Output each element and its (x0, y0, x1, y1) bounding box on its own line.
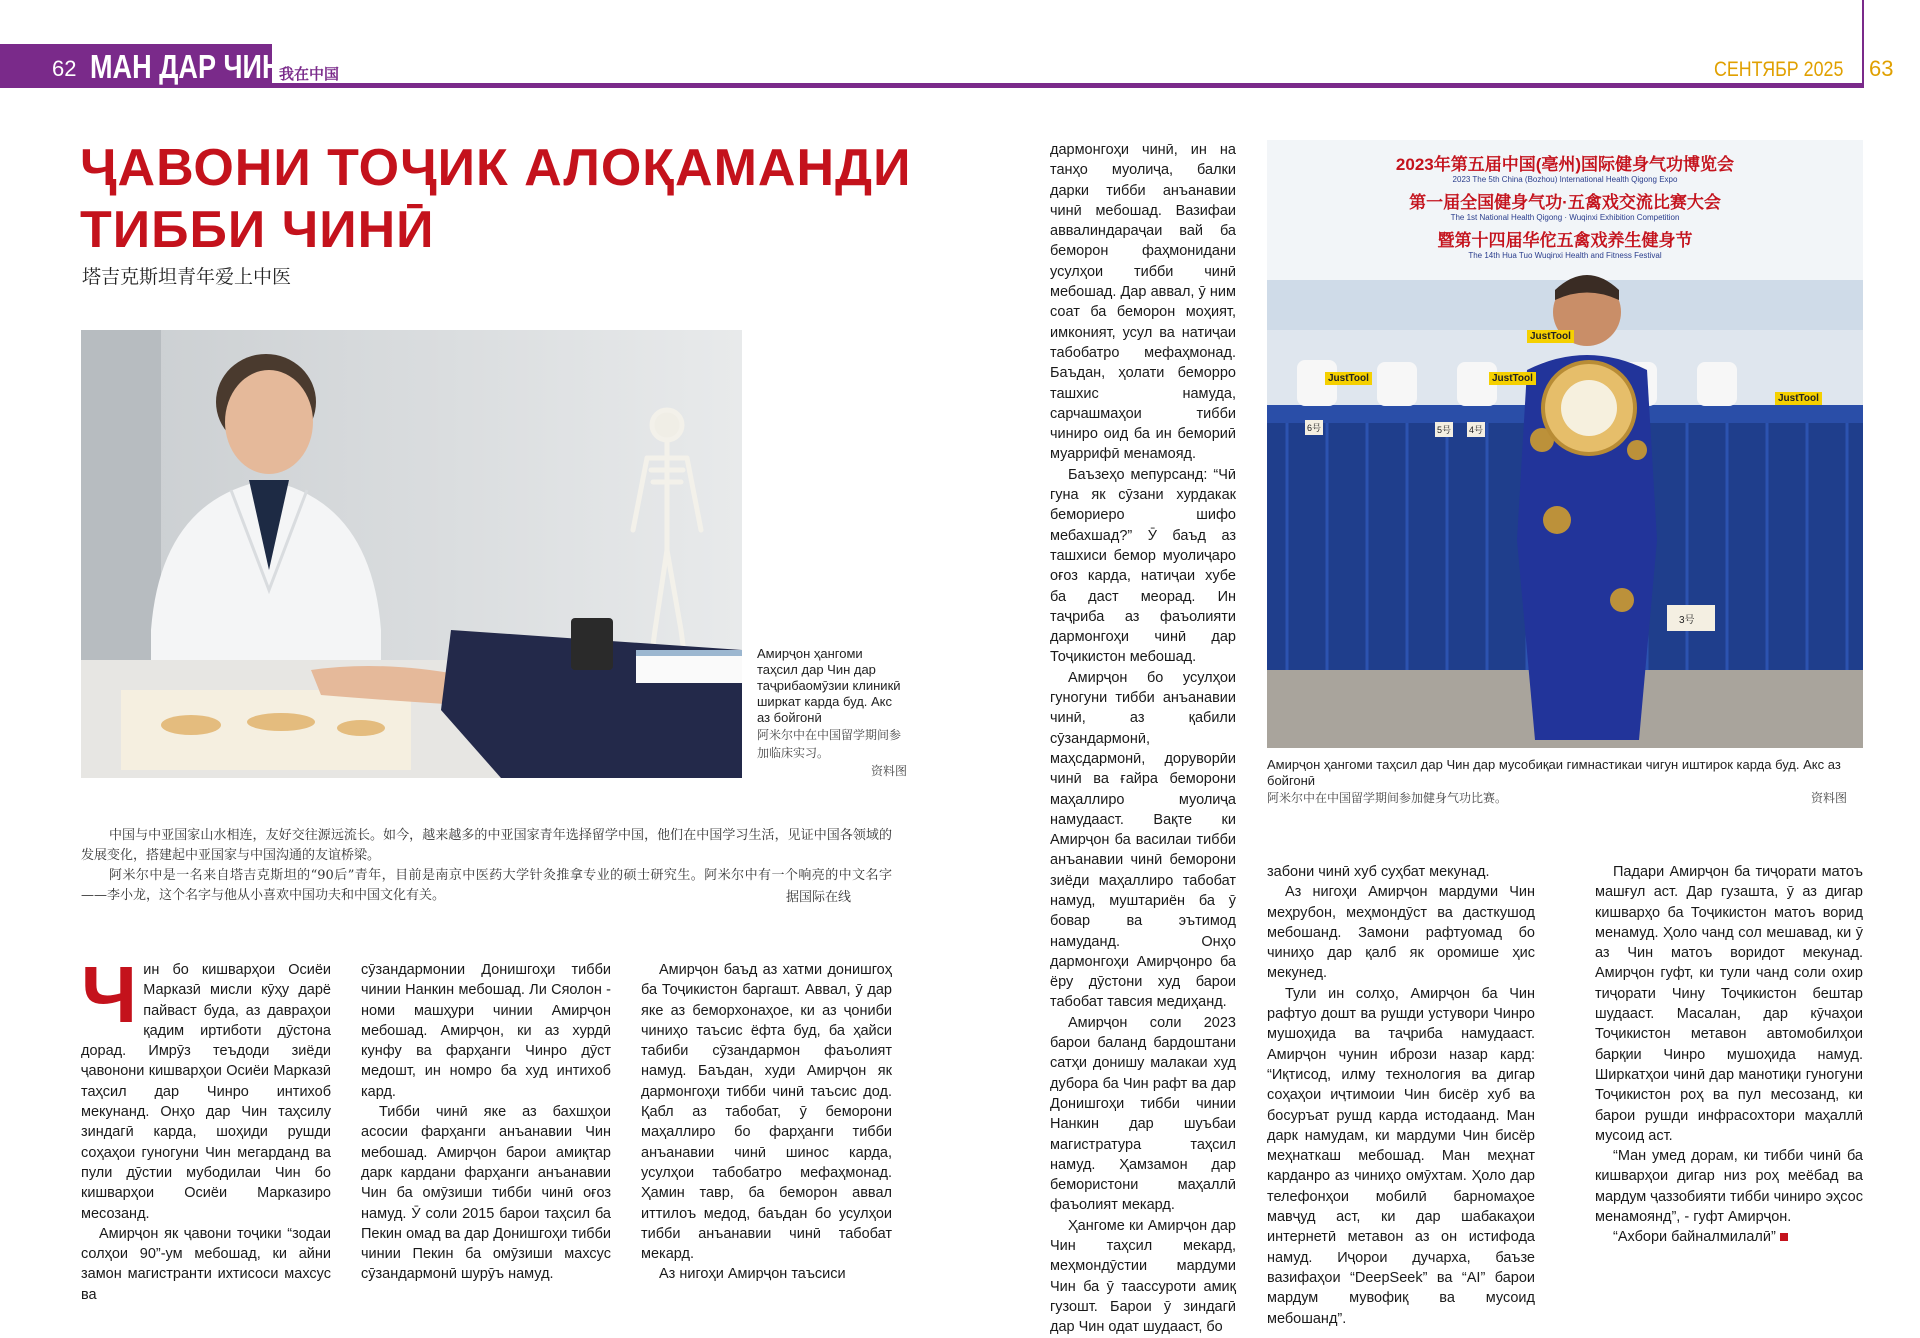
body-col4-p3: Амирҷон бо усулҳои гуногуни тибби анъанавии чинӣ, аз қабили сӯзандармонӣ, маҳсдармонӣ, доруворӣи чинӣ ва ғайра беморони маҳаллиро муолиҷа намудааст. Вақте ки Амирҷон ба василаи тибби анъанавии чинӣ беморони зиёди маҳаллиро табобат намуд, муштариён ба ӯ бовар ва эътимод намуданд. Онҳо дармонгоҳи Амирҷонро ба ёру дӯстони худ барои табобат тавсия медиҳанд. (1050, 669, 1236, 1011)
body-col4-p1: дармонгоҳи чинӣ, ин на танҳо муолиҷа, балки дарки тибби анъанавии чинӣ мебошад. Вазифаи аввалиндараҷаи вай ба беморон фаҳмонидани усулҳои тибби чинӣ мебошад. Дар аввал, ӯ ним соат ба беморон моҳият, имконият, усул ва натиҷаи табобатро мефаҳмонад. Баъдан, ҳолати беморро ташхис намуда, сарчашмаҳои тибби чиниро оид ба ин бемориӣ муаррифӣ менамояд. (1050, 142, 1236, 463)
photo-clinic-illustration (81, 330, 742, 778)
body-col6-p3-wrap (1595, 1227, 1863, 1247)
photo-qigong-caption: Амирҷон ҳангоми таҳсил дар Чин дар мусобиқаи гимнастикаи чигун иштирок карда буд. Акс аз бойгонӣ (1267, 757, 1841, 788)
sponsor-sign-4: JustTool (1775, 392, 1822, 405)
body-column-2 (361, 960, 611, 1285)
body-col4-p5: Ҳангоме ки Амирҷон дар Чин таҳсил мекард, меҳмондӯстии мардуми Чин ба ӯ таассуроти амиқ гузошт. Барои ӯ зиндагӣ дар Чин одат шудааст, бо (1050, 1217, 1236, 1336)
body-col1-p1: ин бо кишварҳои Осиёи Марказӣ мисли кӯҳу дарё пайваст буда, аз давраҳои қадим иртиботи дӯстона дорад. Имрӯз теъдоди зиёди ҷавонони кишварҳои Осиёи Марказӣ таҳсил дар Чинро интихоб мекунанд. Онҳо дар Чин таҳсилу зиндагӣ карда, шоҳиди рушди соҳаҳои гуногуни Чин мегарданд ва пули дӯстии мубодилаи Чин бо кишварҳои Осиёи Марказиро месозанд. (81, 962, 331, 1222)
photo-qigong-caption-cn: 阿米尔中在中国留学期间参加健身气功比赛。 (1267, 791, 1508, 805)
body-col6-p2: “Ман умед дорам, ки тибби чинӣ ба кишварҳои дигар низ роҳ меёбад ва мардум ҷаззобияти тибби чиниро эҳсос менамоянд”, - гуфт Амирҷон. (1595, 1148, 1863, 1226)
table-number-3: 3号 (1679, 615, 1695, 626)
body-col2-p2: Тибби чинӣ яке аз бахшҳои асосии фарҳанги анъанавии Чин мебошад. Амирҷон барои амиқтар дарк кардани фарҳанги анъанавии Чин ба омӯзиши тибби чинӣ оғоз намуд. Ӯ соли 2015 барои таҳсил ба Пекин омад ва дар Донишгоҳи тибби чинии Пекин ба омӯзиши махсус сӯзандармонӣ шурӯъ намуд. (361, 1104, 611, 1283)
body-column-1 (81, 950, 331, 1305)
body-col6-p1: Падари Амирҷон ба тиҷорати матоъ машғул аст. Дар гузашта, ӯ аз дигар кишварҳо ба Тоҷикистон матоъ ворид менамуд. Ҳоло чанд сол мешавад, ки ӯ аз Чин матоъ воридот мекунад. Амирҷон гуфт, ки тули чанд соли охир тиҷорати Чину Тоҷикистон бештар шудааст. Масалан, дар кӯчаҳои Тоҷикистон метавон автомобилҳои барқии Чинро мушоҳида намуд. Ширкатҳои чинӣ дар манотиқи гуногуни Тоҷикистон роҳ ва пул месозанд, ки барои рушди инфрасохтори маҳаллӣ мусоид аст. (1595, 864, 1863, 1144)
photo-qigong-caption-cn-row (1267, 789, 1863, 807)
intro-cn-p1: 中国与中亚国家山水相连，友好交往源远流长。如今，越来越多的中亚国家青年选择留学中国，他们在中国学习生活，见证中国各领域的发展变化，搭建起中亚国家与中国沟通的友谊桥梁。 (81, 828, 892, 863)
sponsor-sign-3: JustTool (1527, 330, 1574, 343)
body-col5-p3: Тули ин солҳо, Амирҷон ба Чин рафтуо дошт ва рушди устувори Чинро мушоҳида ва таҷриба намудааст. Амирҷон чунин ибрози назар кард: “Иқтисод, илму технология ва дигар соҳаҳои иҷтимоии Чин бисёр хуб ва босуръат рушд карда истодаанд. Ман дарк намудам, ки мардуми Чин бисёр меҳнаткаш мебошад. Ман меҳнат карданро аз чиниҳо омӯхтам. Ҳоло дар телефонҳои мобилӣ барномаҳое мавҷуд аст, ки дар шабакаҳои интернетӣ метавон аз он истифода намуд. Иҷорои дучарха, баъзе вазифаҳои “DeepSeek” ва “AI” барои мардум мувофиқ ва мусоид мебошанд”. (1267, 985, 1535, 1327)
body-column-4 (1050, 140, 1236, 1338)
article-title (80, 137, 911, 261)
section-title: МАН ДАР ЧИН (90, 48, 282, 85)
article-title-line2: ТИББИ ЧИНӢ (80, 201, 435, 259)
end-of-article-mark (1780, 1233, 1788, 1241)
photo-clinic-credit: 资料图 (870, 764, 907, 778)
body-col6-p3: “Ахбори байналмилалӣ” (1613, 1229, 1776, 1246)
table-number-6: 6号 (1305, 420, 1323, 435)
sponsor-sign-1: JustTool (1325, 372, 1372, 385)
body-col5-p1: забони чинӣ хуб суҳбат мекунад. (1267, 864, 1490, 880)
body-col1-p2: Амирҷон як ҷавони тоҷики “зодаи солҳои 90”-ум мебошад, ки айни замон магистранти ихтисоси махсус ва (81, 1225, 331, 1303)
photo-qigong-credit: 资料图 (1810, 791, 1847, 805)
body-column-3 (641, 960, 892, 1285)
issue-date: СЕНТЯБР 2025 (1714, 58, 1844, 81)
intro-cn-credit: 据国际在线 (786, 890, 852, 905)
article-title-line1: ҶАВОНИ ТОҶИК АЛОҚАМАНДИ (80, 139, 912, 197)
body-column-6 (1595, 862, 1863, 1248)
expo-banner-line1-en: 2023 The 5th China (Bozhou) International Health Qigong Expo (1452, 175, 1678, 184)
page-number-left: 62 (52, 56, 77, 81)
page-number-right: 63 (1869, 56, 1894, 81)
photo-clinic-caption-cn: 阿米尔中在中国留学期间参加临床实习。 (757, 728, 902, 760)
intro-cn-p2: 阿米尔中是一名来自塔吉克斯坦的“90后”青年，目前是南京中医药大学针灸推拿专业的硕士研究生。阿米尔中有一个响亮的中文名字——李小龙，这个名字与他从小喜欢中国功夫和中国文化有关。 (81, 868, 892, 903)
expo-banner (1267, 150, 1863, 260)
photo-qigong-caption-block (1267, 757, 1863, 807)
photo-clinic-caption: Амирҷон ҳангоми таҳсил дар Чин дар таҷрибаомӯзии клиникӣ ширкат карда буд. Акс аз бойгонӣ (757, 646, 901, 725)
article-subtitle-cn: 塔吉克斯坦青年爱上中医 (82, 267, 292, 288)
intro-cn (81, 826, 892, 906)
body-column-5 (1267, 862, 1535, 1329)
expo-banner-line1: 2023年第五届中国(亳州)国际健身气功博览会 (1395, 155, 1735, 174)
table-number-5: 5号 (1435, 422, 1453, 437)
photo-qigong (1267, 140, 1863, 748)
sponsor-sign-2: JustTool (1489, 372, 1536, 385)
expo-banner-line3-en: The 14th Hua Tuo Wuqinxi Health and Fitness Festival (1468, 251, 1662, 260)
expo-banner-line2: 第一届全国健身气功·五禽戏交流比赛大会 (1409, 193, 1721, 212)
photo-clinic-caption-block (757, 646, 907, 780)
drop-cap: Ч (81, 950, 138, 1039)
body-col3-p1: Амирҷон баъд аз хатми донишгоҳ ба Тоҷикистон баргашт. Аввал, ӯ дар яке аз беморхонаҳое, ки аз ҷониби чиниҳо таъсис ёфта буд, ба ҳайси табиби сӯзандармон фаъолият намуд. Баъдан, худи Амирҷон як дармонгоҳи тибби чинӣ таъсис дод. Қабл аз табобат, ӯ беморони маҳаллиро бо фарҳанги тибби анъанавии чинӣ шинос карда, усулҳои табобатро мефаҳмонад. Ҳамин тавр, ба беморон аввал иттилоъ медод, баъдан бо усулҳои тибби анъанавии чинӣ табобат мекард. (641, 962, 892, 1263)
photo-clinic (81, 330, 742, 778)
expo-banner-line3: 暨第十四届华佗五禽戏养生健身节 (1437, 231, 1693, 250)
expo-banner-line2-en: The 1st National Health Qigong · Wuqinxi Exhibition Competition (1450, 213, 1680, 222)
body-col4-p4: Амирҷон соли 2023 барои баланд бардоштани сатҳи донишу малакаи худ дубора ба Чин рафт ва дар Донишгоҳи тибби чинии Нанкин дар шуъбаи магистратура таҳсил намуд. Ҳамзамон дар бемористони маҳаллӣ фаъолият мекард. (1050, 1014, 1236, 1214)
body-col3-p2: Аз нигоҳи Амирҷон таъсиси (659, 1266, 846, 1283)
body-col2-p1: сӯзандармонии Донишгоҳи тибби чинии Нанкин мебошад. Ли Сяолон - номи машҳури чинии Амирҷон мебошад. Амирҷон, ки аз хурдӣ кунфу ва фарҳанги Чинро дӯст медошт, ин номро ба худ интихоб кард. (361, 962, 611, 1100)
body-col4-p2: Баъзеҳо мепурсанд: “Чӣ гуна як сӯзани хурдакак бемориеро шифо мебахшад?” Ӯ баъд аз ташхиси бемор муолиҷаро оғоз карда, натиҷаи хубе ба даст меорад. Ин таҷриба аз фаъолияти дармонгоҳи чинӣ дар Тоҷикистон мебошад. (1050, 466, 1236, 666)
table-number-4: 4号 (1467, 422, 1485, 437)
page-divider-line (1862, 0, 1864, 88)
body-col5-p2: Аз нигоҳи Амирҷон мардуми Чин меҳрубон, меҳмондӯст ва дасткушод мебошанд. Замони рафтуомад бо чиниҳо дар қалб як оромише ҳис мекунед. (1267, 884, 1535, 982)
section-title-cn: 我在中国 (279, 65, 340, 83)
